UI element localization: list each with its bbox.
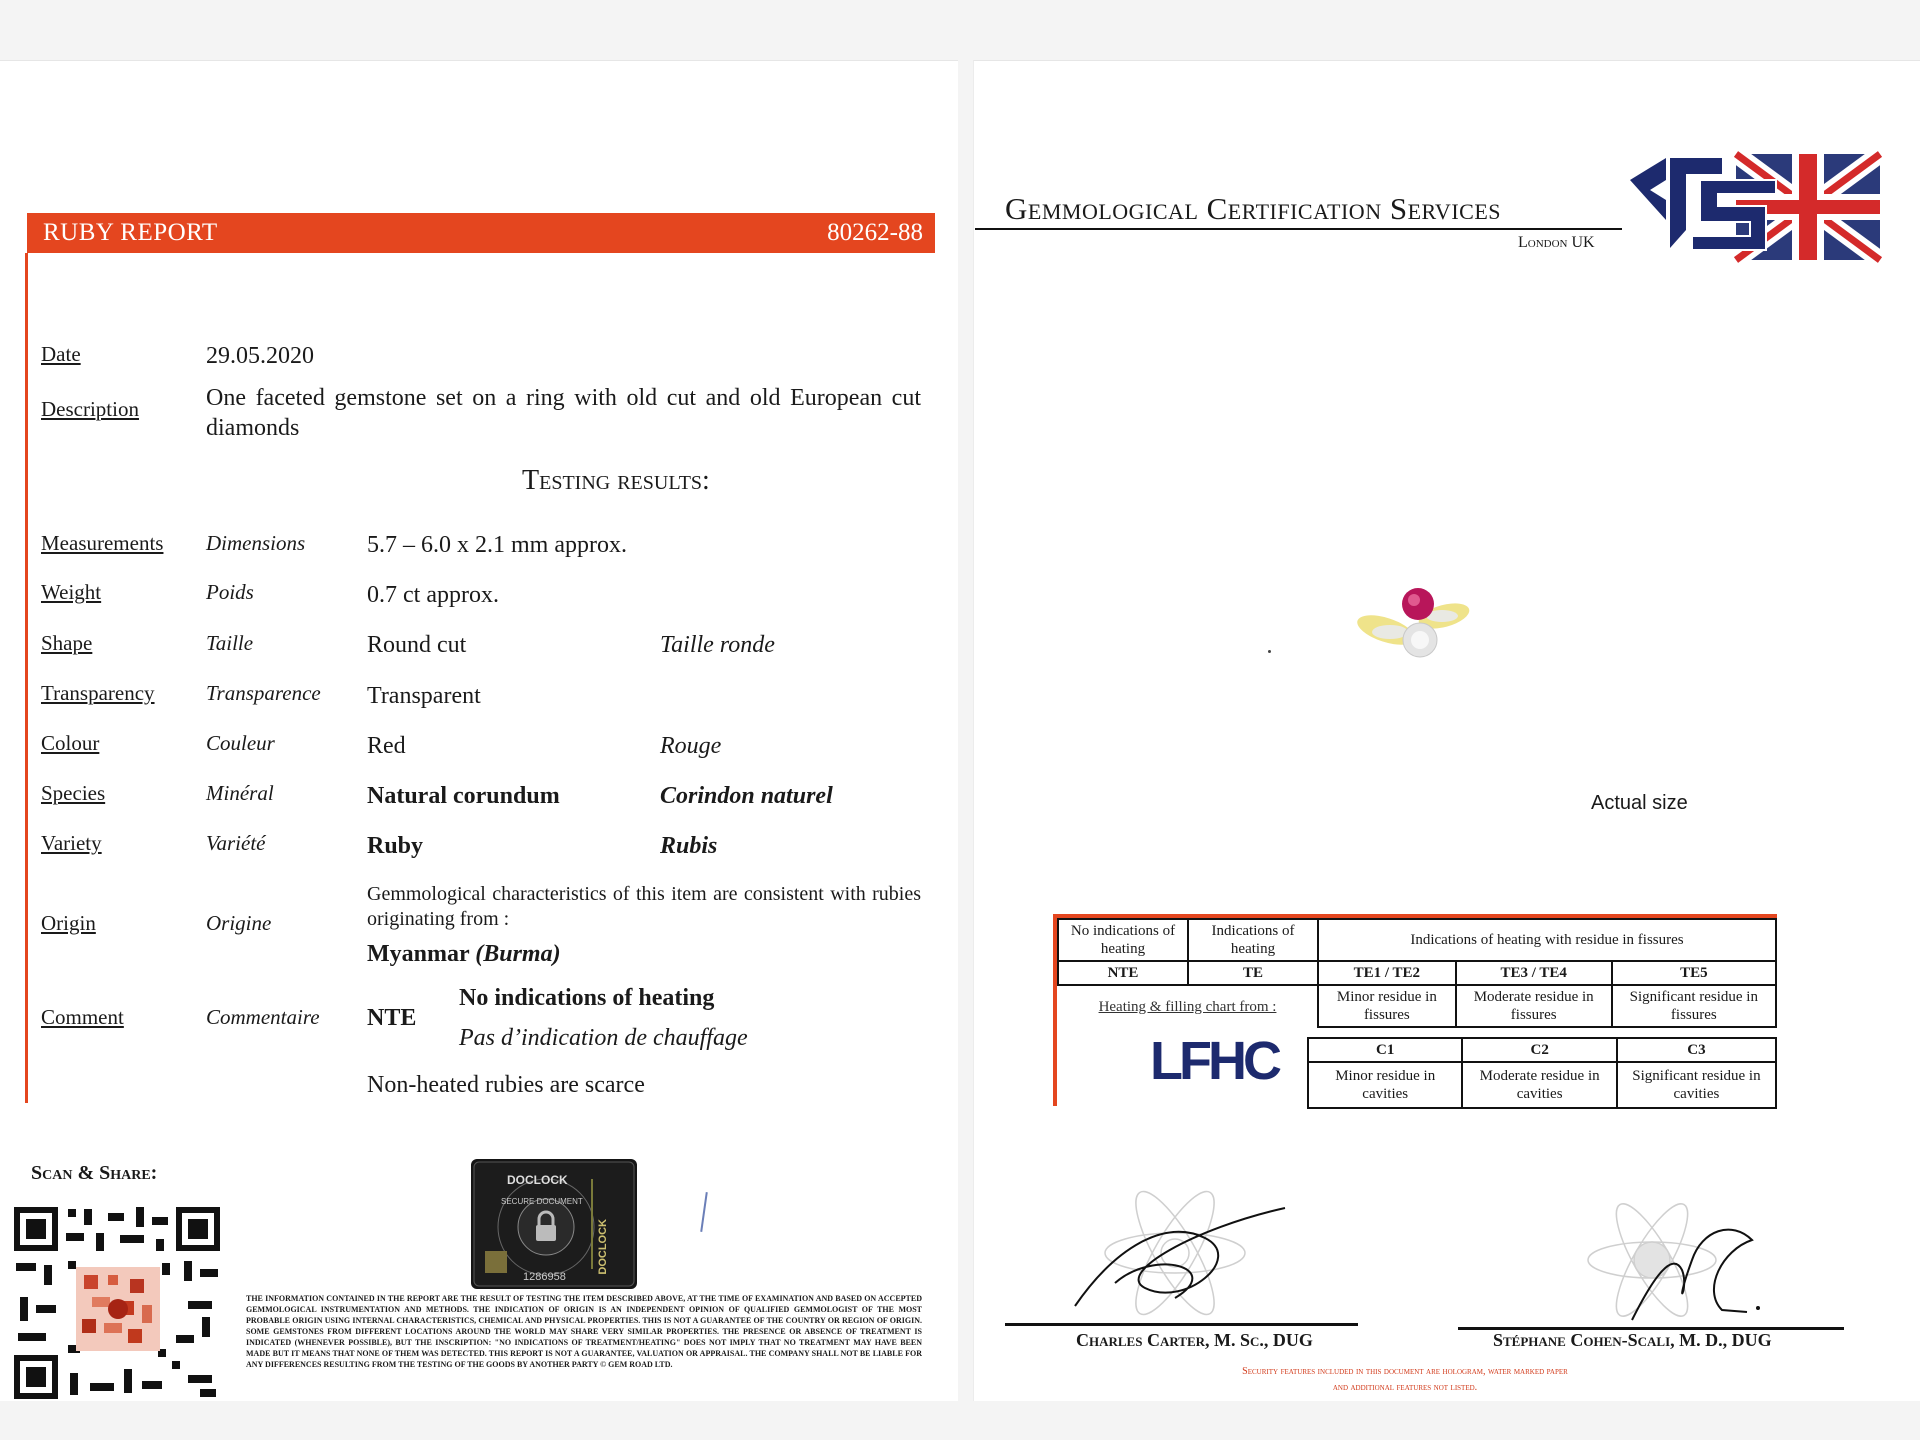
- measurements-label: Measurements: [41, 531, 164, 555]
- lfhc-logo: LFHC: [1150, 1031, 1278, 1091]
- doclock-top-text: DOCLOCK: [507, 1173, 568, 1187]
- species-fr-label: Minéral: [206, 781, 274, 805]
- security-note: Security features included in this document are hologram, water marked paper and additional features not listed.: [1242, 1366, 1568, 1393]
- signature-cohen-scali: [1572, 1200, 1772, 1330]
- report-title: RUBY REPORT: [43, 219, 218, 246]
- qr-code[interactable]: [12, 1205, 222, 1400]
- date-label: Date: [41, 342, 81, 366]
- comment-note: Non-heated rubies are scarce: [367, 1072, 645, 1098]
- weight-value: 0.7 ct approx.: [367, 582, 499, 608]
- actual-size-caption: Actual size: [1591, 792, 1688, 814]
- origin-fr-label: Origine: [206, 911, 272, 935]
- dust-mark: [1268, 650, 1271, 653]
- chart-from-label: Heating & filling chart from :: [1098, 998, 1277, 1015]
- report-header-bar: [27, 213, 935, 253]
- description-label: Description: [41, 397, 139, 421]
- moderate-cavities-cell: Moderate residue in cavities: [1462, 1062, 1616, 1108]
- comment-text: No indications of heating: [459, 985, 715, 1011]
- nte-cell: NTE: [1058, 961, 1188, 985]
- c3-cell: C3: [1617, 1038, 1776, 1062]
- moderate-fissures-cell: Moderate residue in fissures: [1456, 985, 1612, 1027]
- origin-country-line: [367, 941, 561, 968]
- signature-carter: [1055, 1188, 1305, 1318]
- colour-label: Colour: [41, 731, 100, 755]
- doclock-serial: 1286958: [523, 1271, 566, 1283]
- residue-fissures-header: Indications of heating with residue in fissures: [1318, 919, 1776, 961]
- minor-cavities-cell: Minor residue in cavities: [1308, 1062, 1462, 1108]
- no-indications-cell: No indications of heating: [1058, 919, 1188, 961]
- comment-text-fr: Pas d’indication de chauffage: [459, 1025, 748, 1051]
- c1-cell: C1: [1308, 1038, 1462, 1062]
- significant-cavities-cell: Significant residue in cavities: [1617, 1062, 1776, 1108]
- te-cell: TE: [1188, 961, 1318, 985]
- c2-cell: C2: [1462, 1038, 1616, 1062]
- significant-fissures-cell: Significant residue in fissures: [1612, 985, 1776, 1027]
- comment-label: Comment: [41, 1005, 124, 1029]
- variety-label: Variety: [41, 831, 102, 855]
- minor-fissures-cell: Minor residue in fissures: [1318, 985, 1456, 1027]
- weight-label: Weight: [41, 580, 102, 604]
- origin-note: Gemmological characteristics of this item are consistent with rubies originating from :: [367, 883, 921, 930]
- heating-table-bottom: [1307, 1037, 1777, 1109]
- ring-photo: [1348, 578, 1488, 670]
- variety-value-fr: Rubis: [660, 833, 718, 859]
- heating-table-top: [1057, 918, 1777, 1028]
- company-location: London UK: [1518, 234, 1595, 251]
- shape-value: Round cut: [367, 632, 467, 658]
- weight-fr-label: Poids: [206, 580, 254, 604]
- scan-share-label: Scan & Share:: [31, 1162, 158, 1184]
- signature-name-1: Charles Carter, M. Sc., DUG: [1076, 1330, 1313, 1350]
- species-label: Species: [41, 781, 106, 805]
- measurements-value: 5.7 – 6.0 x 2.1 mm approx.: [367, 532, 627, 558]
- signature-name-2: Stéphane Cohen-Scali, M. D., DUG: [1493, 1330, 1772, 1350]
- te34-cell: TE3 / TE4: [1456, 961, 1612, 985]
- transparency-label: Transparency: [41, 681, 155, 705]
- shape-fr-label: Taille: [206, 631, 254, 655]
- company-name: Gemmological Certification Services: [1005, 191, 1501, 226]
- testing-results-heading: Testing results:: [522, 465, 710, 496]
- colour-value-fr: Rouge: [660, 733, 722, 759]
- te5-cell: TE5: [1612, 961, 1776, 985]
- comment-code: NTE: [367, 1005, 417, 1031]
- shape-value-fr: Taille ronde: [660, 632, 775, 658]
- doclock-side-text: DOCLOCK: [597, 1219, 609, 1275]
- indications-cell: Indications of heating: [1188, 919, 1318, 961]
- origin-country: Myanmar: [367, 941, 470, 967]
- disclaimer-text: THE INFORMATION CONTAINED IN THE REPORT ARE THE RESULT OF TESTING THE ITEM DESCRIBED ABOVE, AT THE TIME OF EXAMINATION AND BASED ON ACCEPTED GEMMOLOGICAL INSTRUMENTATION AND METHODS. THE INDICATION OF ORIGIN IS AN INDEPENDENT OPINION OF QUALIFIED GEMMOLOGIST OF THE MOST PROBABLE ORIGIN USING INTERNAL CHARACTERISTICS, CHEMICAL AND PHYSICAL PROPERTIES. THIS IS NOT A GUARANTEE OF THE COUNTRY OR REGION OF ORIGIN. SOME GEMSTONES FROM DIFFERENT LOCATIONS AROUND THE WORLD MAY SHARE VERY SIMILAR PROPERTIES. THE PRESENCE OR ABSENCE OF TREATMENT IS INDICATED (WHENEVER POSSIBLE), BUT THE INSCRIPTION: "NO INDICATIONS OF TREATMENT/HEATING" DOES NOT IMPLY THAT NO TREATMENT MAY HAVE BEEN MADE BUT IT MEANS THAT NONE OF THEM WAS DETECTED. THIS REPORT IS NOT A GUARANTEE, VALUATION OR APPRAISAL. THE COMPANY SHALL NOT BE LIABLE FOR ANY DIFFERENCES RESULTING FROM THE TESTING OF THE GOODS BY ANOTHER PARTY © GEM ROAD LTD.: [246, 1294, 922, 1369]
- te12-cell: TE1 / TE2: [1318, 961, 1456, 985]
- comment-fr-label: Commentaire: [206, 1005, 320, 1029]
- date-value: 29.05.2020: [206, 343, 314, 369]
- signature-line-1: [1005, 1323, 1358, 1326]
- variety-fr-label: Variété: [206, 831, 266, 855]
- species-value-fr: Corindon naturel: [660, 783, 833, 809]
- shape-label: Shape: [41, 631, 93, 655]
- description-value: One faceted gemstone set on a ring with old cut and old European cut diamonds: [206, 385, 921, 441]
- doclock-secure-text: SECURE DOCUMENT: [501, 1197, 583, 1206]
- company-rule: [975, 228, 1622, 230]
- report-number: 80262-88: [827, 219, 923, 246]
- gcs-logo: [1626, 150, 1884, 266]
- species-value: Natural corundum: [367, 783, 560, 809]
- origin-label: Origin: [41, 911, 96, 935]
- colour-fr-label: Couleur: [206, 731, 275, 755]
- doclock-hologram: [471, 1159, 637, 1289]
- transparency-fr-label: Transparence: [206, 681, 321, 705]
- left-accent-rule: [25, 253, 28, 1103]
- colour-value: Red: [367, 733, 406, 759]
- transparency-value: Transparent: [367, 683, 481, 709]
- origin-country-alt: (Burma): [475, 941, 561, 967]
- measurements-fr-label: Dimensions: [206, 531, 306, 555]
- variety-value: Ruby: [367, 833, 424, 859]
